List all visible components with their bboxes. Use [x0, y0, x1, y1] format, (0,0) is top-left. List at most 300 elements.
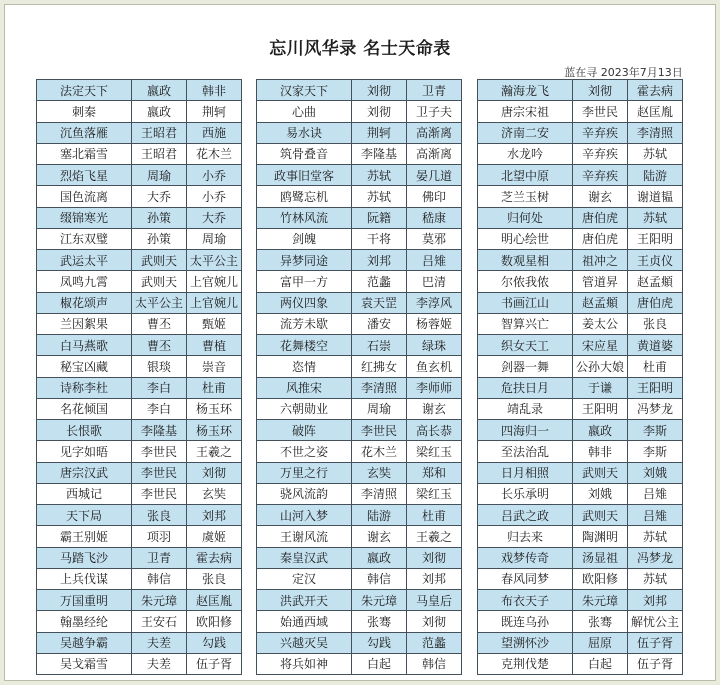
figure-one-cell: 朱元璋 — [132, 590, 187, 611]
destiny-name-cell: 两仪四象 — [257, 292, 352, 313]
destiny-name-cell: 定汉 — [257, 568, 352, 589]
figure-one-cell: 汤显祖 — [573, 547, 628, 568]
author-date-signature: 蓝在寻 2023年7月13日 — [564, 66, 683, 79]
figure-two-cell: 黄道婆 — [628, 335, 683, 356]
destiny-name-cell: 靖乱录 — [478, 398, 573, 419]
figure-two-cell: 高渐离 — [407, 122, 462, 143]
destiny-name-cell: 北望中原 — [478, 165, 573, 186]
figure-one-cell: 嬴政 — [573, 420, 628, 441]
figure-two-cell: 王贞仪 — [628, 250, 683, 271]
figure-two-cell: 刘邦 — [187, 505, 242, 526]
figure-one-cell: 阮籍 — [352, 207, 407, 228]
figure-two-cell: 王羲之 — [407, 526, 462, 547]
figure-two-cell: 高长恭 — [407, 420, 462, 441]
figure-two-cell: 吕雉 — [407, 250, 462, 271]
figure-two-cell: 晏几道 — [407, 165, 462, 186]
table-row — [478, 292, 683, 313]
figure-one-cell: 干将 — [352, 228, 407, 249]
table-row — [37, 292, 242, 313]
table-row — [257, 80, 462, 101]
figure-two-cell: 苏轼 — [628, 207, 683, 228]
figure-one-cell: 谢玄 — [573, 186, 628, 207]
destiny-name-cell: 山河入梦 — [257, 505, 352, 526]
figure-two-cell: 赵匡胤 — [628, 101, 683, 122]
figure-two-cell: 梁红玉 — [407, 483, 462, 504]
figure-two-cell: 玄奘 — [187, 483, 242, 504]
table-row — [37, 653, 242, 674]
table-row — [37, 250, 242, 271]
destiny-name-cell: 恣情 — [257, 356, 352, 377]
figure-one-cell: 孙策 — [132, 207, 187, 228]
figure-one-cell: 苏轼 — [352, 165, 407, 186]
figure-two-cell: 苏轼 — [628, 568, 683, 589]
destiny-table-left — [36, 79, 242, 675]
table-row — [37, 420, 242, 441]
table-row — [478, 547, 683, 568]
destiny-name-cell: 四海归一 — [478, 420, 573, 441]
destiny-name-cell: 戏梦传奇 — [478, 547, 573, 568]
destiny-name-cell: 吴越争霸 — [37, 632, 132, 653]
figure-two-cell: 高渐离 — [407, 143, 462, 164]
table-row — [478, 356, 683, 377]
figure-one-cell: 王安石 — [132, 611, 187, 632]
figure-two-cell: 小乔 — [187, 186, 242, 207]
table-row — [478, 335, 683, 356]
figure-two-cell: 花木兰 — [187, 143, 242, 164]
table-row — [37, 398, 242, 419]
figure-two-cell: 杜甫 — [187, 377, 242, 398]
figure-two-cell: 刘邦 — [628, 590, 683, 611]
figure-one-cell: 李隆基 — [352, 143, 407, 164]
figure-two-cell: 杜甫 — [628, 356, 683, 377]
figure-two-cell: 冯梦龙 — [628, 547, 683, 568]
figure-one-cell: 欧阳修 — [573, 568, 628, 589]
table-row — [37, 228, 242, 249]
figure-one-cell: 嬴政 — [132, 101, 187, 122]
figure-two-cell: 霍去病 — [628, 80, 683, 101]
destiny-name-cell: 王谢风流 — [257, 526, 352, 547]
figure-one-cell: 张骞 — [573, 611, 628, 632]
figure-one-cell: 石崇 — [352, 335, 407, 356]
figure-one-cell: 范蠡 — [352, 271, 407, 292]
figure-one-cell: 嬴政 — [132, 80, 187, 101]
figure-two-cell: 韩非 — [187, 80, 242, 101]
figure-two-cell: 杨玉环 — [187, 420, 242, 441]
figure-two-cell: 西施 — [187, 122, 242, 143]
destiny-name-cell: 秦皇汉武 — [257, 547, 352, 568]
figure-two-cell: 刘娥 — [628, 462, 683, 483]
table-row — [478, 80, 683, 101]
destiny-name-cell: 望溯怀沙 — [478, 632, 573, 653]
figure-one-cell: 袁天罡 — [352, 292, 407, 313]
figure-two-cell: 大乔 — [187, 207, 242, 228]
destiny-name-cell: 数观星相 — [478, 250, 573, 271]
destiny-name-cell: 凤鸣九霄 — [37, 271, 132, 292]
figure-one-cell: 刘邦 — [352, 250, 407, 271]
figure-two-cell: 杨玉环 — [187, 398, 242, 419]
destiny-name-cell: 归何处 — [478, 207, 573, 228]
table-row — [478, 611, 683, 632]
figure-two-cell: 太平公主 — [187, 250, 242, 271]
table-row — [478, 313, 683, 334]
destiny-name-cell: 水龙吟 — [478, 143, 573, 164]
destiny-name-cell: 花舞楼空 — [257, 335, 352, 356]
destiny-name-cell: 布衣天子 — [478, 590, 573, 611]
table-row — [257, 632, 462, 653]
destiny-name-cell: 归去来 — [478, 526, 573, 547]
figure-two-cell: 吕雉 — [628, 483, 683, 504]
figure-one-cell: 夫差 — [132, 653, 187, 674]
table-row — [478, 186, 683, 207]
destiny-name-cell: 烈焰飞星 — [37, 165, 132, 186]
table-row — [478, 165, 683, 186]
figure-two-cell: 唐伯虎 — [628, 292, 683, 313]
destiny-name-cell: 不世之姿 — [257, 441, 352, 462]
table-row — [257, 398, 462, 419]
table-row — [37, 101, 242, 122]
destiny-name-cell: 江东双璧 — [37, 228, 132, 249]
figure-two-cell: 欧阳修 — [187, 611, 242, 632]
destiny-name-cell: 政事旧堂客 — [257, 165, 352, 186]
destiny-name-cell: 明心绘世 — [478, 228, 573, 249]
table-row — [478, 590, 683, 611]
table-row — [478, 483, 683, 504]
figure-two-cell: 小乔 — [187, 165, 242, 186]
figure-two-cell: 李斯 — [628, 420, 683, 441]
figure-one-cell: 王昭君 — [132, 143, 187, 164]
figure-two-cell: 绿珠 — [407, 335, 462, 356]
table-row — [478, 441, 683, 462]
figure-one-cell: 孙策 — [132, 228, 187, 249]
destiny-name-cell: 芝兰玉树 — [478, 186, 573, 207]
figure-two-cell: 解忧公主 — [628, 611, 683, 632]
table-row — [37, 207, 242, 228]
table-row — [257, 101, 462, 122]
figure-one-cell: 李隆基 — [132, 420, 187, 441]
table-row — [37, 143, 242, 164]
figure-one-cell: 武则天 — [573, 462, 628, 483]
destiny-table-right — [477, 79, 683, 675]
figure-one-cell: 玄奘 — [352, 462, 407, 483]
figure-one-cell: 管道昇 — [573, 271, 628, 292]
destiny-name-cell: 鸥鹭忘机 — [257, 186, 352, 207]
figure-one-cell: 刘娥 — [573, 483, 628, 504]
destiny-name-cell: 克荆伐楚 — [478, 653, 573, 674]
destiny-name-cell: 瀚海龙飞 — [478, 80, 573, 101]
figure-one-cell: 李世民 — [132, 483, 187, 504]
figure-two-cell: 吕雉 — [628, 505, 683, 526]
table-row — [478, 568, 683, 589]
destiny-name-cell: 织女天工 — [478, 335, 573, 356]
table-row — [257, 590, 462, 611]
figure-one-cell: 唐伯虎 — [573, 207, 628, 228]
destiny-name-cell: 六朝勋业 — [257, 398, 352, 419]
figure-two-cell: 勾践 — [187, 632, 242, 653]
destiny-name-cell: 吴戈霜雪 — [37, 653, 132, 674]
figure-one-cell: 李白 — [132, 377, 187, 398]
destiny-name-cell: 至法治乱 — [478, 441, 573, 462]
figure-one-cell: 李世民 — [132, 462, 187, 483]
figure-one-cell: 荆轲 — [352, 122, 407, 143]
table-row — [37, 165, 242, 186]
figure-two-cell: 王羲之 — [187, 441, 242, 462]
figure-two-cell: 谢道韫 — [628, 186, 683, 207]
destiny-name-cell: 诗称李杜 — [37, 377, 132, 398]
figure-two-cell: 范蠡 — [407, 632, 462, 653]
destiny-name-cell: 长恨歌 — [37, 420, 132, 441]
figure-one-cell: 太平公主 — [132, 292, 187, 313]
table-row — [478, 526, 683, 547]
table-row — [478, 377, 683, 398]
figure-one-cell: 刘彻 — [573, 80, 628, 101]
figure-two-cell: 赵孟頫 — [628, 271, 683, 292]
figure-one-cell: 勾践 — [352, 632, 407, 653]
destiny-name-cell: 心曲 — [257, 101, 352, 122]
figure-one-cell: 曹丕 — [132, 313, 187, 334]
destiny-name-cell: 翰墨经纶 — [37, 611, 132, 632]
table-row — [257, 207, 462, 228]
destiny-table-middle — [256, 79, 462, 675]
table-row — [478, 505, 683, 526]
table-row — [257, 611, 462, 632]
figure-two-cell: 王阳明 — [628, 228, 683, 249]
destiny-name-cell: 上兵伐谋 — [37, 568, 132, 589]
figure-two-cell: 赵匡胤 — [187, 590, 242, 611]
table-row — [257, 505, 462, 526]
figure-one-cell: 屈原 — [573, 632, 628, 653]
destiny-name-cell: 长乐承明 — [478, 483, 573, 504]
figure-two-cell: 卫子夫 — [407, 101, 462, 122]
table-row — [37, 356, 242, 377]
table-row — [257, 526, 462, 547]
figure-two-cell: 曹植 — [187, 335, 242, 356]
figure-one-cell: 陶渊明 — [573, 526, 628, 547]
figure-one-cell: 曹丕 — [132, 335, 187, 356]
figure-one-cell: 谢玄 — [352, 526, 407, 547]
figure-two-cell: 虞姬 — [187, 526, 242, 547]
destiny-name-cell: 国色流离 — [37, 186, 132, 207]
figure-one-cell: 武则天 — [132, 271, 187, 292]
destiny-name-cell: 既连乌孙 — [478, 611, 573, 632]
figure-two-cell: 郑和 — [407, 462, 462, 483]
figure-one-cell: 周瑜 — [132, 165, 187, 186]
figure-two-cell: 苏轼 — [628, 526, 683, 547]
table-row — [478, 207, 683, 228]
table-row — [257, 568, 462, 589]
figure-two-cell: 梁红玉 — [407, 441, 462, 462]
figure-one-cell: 韩非 — [573, 441, 628, 462]
destiny-name-cell: 万里之行 — [257, 462, 352, 483]
figure-two-cell: 陆游 — [628, 165, 683, 186]
destiny-name-cell: 吕武之政 — [478, 505, 573, 526]
figure-two-cell: 佛印 — [407, 186, 462, 207]
destiny-name-cell: 富甲一方 — [257, 271, 352, 292]
table-row — [478, 228, 683, 249]
table-row — [37, 80, 242, 101]
table-row — [478, 250, 683, 271]
destiny-name-cell: 武运太平 — [37, 250, 132, 271]
table-row — [257, 420, 462, 441]
destiny-name-cell: 秘宝凶藏 — [37, 356, 132, 377]
figure-one-cell: 白起 — [352, 653, 407, 674]
figure-one-cell: 张良 — [132, 505, 187, 526]
figure-two-cell: 李淳风 — [407, 292, 462, 313]
figure-one-cell: 苏轼 — [352, 186, 407, 207]
destiny-name-cell: 唐宗宋祖 — [478, 101, 573, 122]
table-row — [37, 271, 242, 292]
figure-two-cell: 冯梦龙 — [628, 398, 683, 419]
destiny-name-cell: 日月相照 — [478, 462, 573, 483]
figure-one-cell: 韩信 — [132, 568, 187, 589]
figure-two-cell: 崇音 — [187, 356, 242, 377]
table-row — [37, 505, 242, 526]
table-row — [257, 228, 462, 249]
table-row — [478, 653, 683, 674]
table-row — [37, 335, 242, 356]
figure-two-cell: 刘彻 — [407, 547, 462, 568]
destiny-name-cell: 刺秦 — [37, 101, 132, 122]
figure-two-cell: 王阳明 — [628, 377, 683, 398]
figure-one-cell: 潘安 — [352, 313, 407, 334]
figure-one-cell: 李清照 — [352, 483, 407, 504]
figure-two-cell: 鱼玄机 — [407, 356, 462, 377]
destiny-name-cell: 缀锦寒光 — [37, 207, 132, 228]
destiny-name-cell: 兴越灭吴 — [257, 632, 352, 653]
destiny-name-cell: 骁风流韵 — [257, 483, 352, 504]
destiny-name-cell: 兰因絮果 — [37, 313, 132, 334]
destiny-name-cell: 始通西域 — [257, 611, 352, 632]
page-title: 忘川风华录 名士天命表 — [269, 39, 451, 59]
table-row — [257, 377, 462, 398]
destiny-name-cell: 西城记 — [37, 483, 132, 504]
destiny-name-cell: 塞北霜雪 — [37, 143, 132, 164]
table-row — [478, 420, 683, 441]
figure-one-cell: 辛弃疾 — [573, 143, 628, 164]
figure-two-cell: 马皇后 — [407, 590, 462, 611]
figure-two-cell: 李师师 — [407, 377, 462, 398]
table-row — [37, 186, 242, 207]
table-row — [257, 462, 462, 483]
destiny-name-cell: 洪武开天 — [257, 590, 352, 611]
figure-two-cell: 杨蓉姬 — [407, 313, 462, 334]
destiny-name-cell: 筑骨叠音 — [257, 143, 352, 164]
figure-two-cell: 荆轲 — [187, 101, 242, 122]
figure-two-cell: 苏轼 — [628, 143, 683, 164]
figure-one-cell: 王昭君 — [132, 122, 187, 143]
table-row — [478, 101, 683, 122]
table-row — [257, 441, 462, 462]
destiny-name-cell: 竹林风流 — [257, 207, 352, 228]
table-row — [37, 611, 242, 632]
destiny-name-cell: 剑器一舞 — [478, 356, 573, 377]
figure-one-cell: 李世民 — [352, 420, 407, 441]
destiny-name-cell: 将兵如神 — [257, 653, 352, 674]
figure-one-cell: 陆游 — [352, 505, 407, 526]
table-row — [257, 165, 462, 186]
table-row — [37, 462, 242, 483]
figure-two-cell: 周瑜 — [187, 228, 242, 249]
figure-one-cell: 公孙大娘 — [573, 356, 628, 377]
figure-one-cell: 花木兰 — [352, 441, 407, 462]
figure-two-cell: 伍子胥 — [628, 632, 683, 653]
table-row — [257, 313, 462, 334]
figure-one-cell: 嬴政 — [352, 547, 407, 568]
figure-two-cell: 巴清 — [407, 271, 462, 292]
figure-two-cell: 伍子胥 — [187, 653, 242, 674]
destiny-name-cell: 白马燕歌 — [37, 335, 132, 356]
figure-one-cell: 武则天 — [132, 250, 187, 271]
destiny-name-cell: 马踏飞沙 — [37, 547, 132, 568]
destiny-name-cell: 万国重明 — [37, 590, 132, 611]
figure-one-cell: 朱元璋 — [573, 590, 628, 611]
destiny-name-cell: 危扶日月 — [478, 377, 573, 398]
figure-one-cell: 刘彻 — [352, 101, 407, 122]
table-row — [257, 547, 462, 568]
destiny-name-cell: 见字如晤 — [37, 441, 132, 462]
figure-two-cell: 霍去病 — [187, 547, 242, 568]
destiny-name-cell: 书画江山 — [478, 292, 573, 313]
table-row — [257, 292, 462, 313]
destiny-name-cell: 天下局 — [37, 505, 132, 526]
table-row — [478, 462, 683, 483]
figure-one-cell: 李世民 — [573, 101, 628, 122]
table-row — [257, 250, 462, 271]
table-row — [257, 143, 462, 164]
table-row — [478, 632, 683, 653]
figure-one-cell: 李世民 — [132, 441, 187, 462]
figure-one-cell: 周瑜 — [352, 398, 407, 419]
destiny-name-cell: 霸王别姬 — [37, 526, 132, 547]
destiny-name-cell: 破阵 — [257, 420, 352, 441]
figure-one-cell: 辛弃疾 — [573, 165, 628, 186]
table-row — [257, 483, 462, 504]
figure-two-cell: 李清照 — [628, 122, 683, 143]
destiny-name-cell: 济南二安 — [478, 122, 573, 143]
destiny-name-cell: 尔侬我侬 — [478, 271, 573, 292]
destiny-name-cell: 易水诀 — [257, 122, 352, 143]
table-row — [37, 632, 242, 653]
table-row — [37, 483, 242, 504]
figure-one-cell: 白起 — [573, 653, 628, 674]
figure-one-cell: 朱元璋 — [352, 590, 407, 611]
table-row — [37, 568, 242, 589]
figure-two-cell: 莫邪 — [407, 228, 462, 249]
figure-one-cell: 大乔 — [132, 186, 187, 207]
figure-one-cell: 李白 — [132, 398, 187, 419]
figure-one-cell: 辛弃疾 — [573, 122, 628, 143]
destiny-name-cell: 法定天下 — [37, 80, 132, 101]
table-row — [478, 143, 683, 164]
destiny-name-cell: 唐宗汉武 — [37, 462, 132, 483]
table-row — [257, 122, 462, 143]
figure-one-cell: 武则天 — [573, 505, 628, 526]
table-row — [37, 313, 242, 334]
table-row — [257, 653, 462, 674]
figure-two-cell: 甄姬 — [187, 313, 242, 334]
destiny-name-cell: 剑魄 — [257, 228, 352, 249]
figure-two-cell: 李斯 — [628, 441, 683, 462]
figure-two-cell: 上官婉儿 — [187, 292, 242, 313]
figure-one-cell: 王阳明 — [573, 398, 628, 419]
table-row — [37, 526, 242, 547]
figure-one-cell: 宋应星 — [573, 335, 628, 356]
figure-one-cell: 韩信 — [352, 568, 407, 589]
figure-one-cell: 唐伯虎 — [573, 228, 628, 249]
figure-one-cell: 刘彻 — [352, 80, 407, 101]
figure-two-cell: 刘彻 — [187, 462, 242, 483]
table-row — [37, 547, 242, 568]
figure-two-cell: 张良 — [628, 313, 683, 334]
